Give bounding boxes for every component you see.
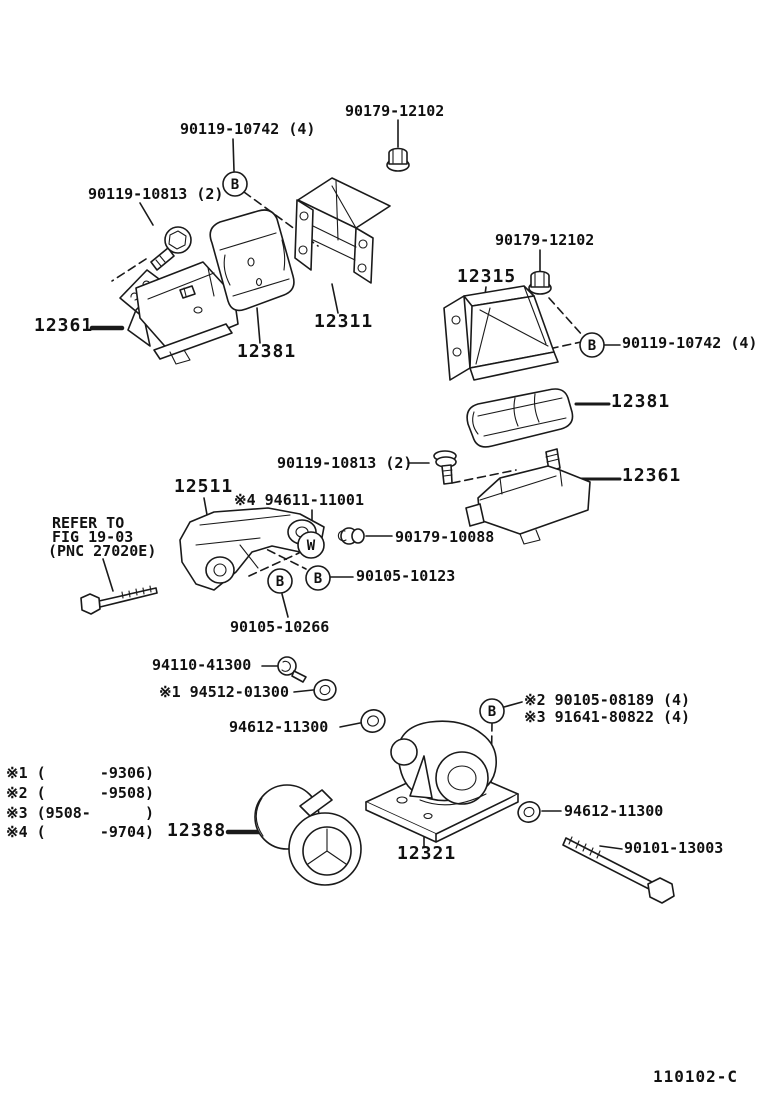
connector-b4-icon — [306, 566, 330, 590]
nut-12102-top-drawing — [387, 149, 409, 172]
nut-10088-drawing — [338, 528, 364, 544]
bolt-10813-top-drawing — [151, 227, 191, 270]
washer-94612-right-drawing — [515, 799, 543, 825]
svg-text:B: B — [230, 177, 240, 193]
figure-code: 110102-C — [653, 1067, 739, 1086]
callout-12511: 12511 — [174, 476, 234, 497]
connector-b3-icon — [268, 569, 292, 593]
callout-12361-left: 12361 — [34, 315, 94, 336]
legend-note-3: ※3 (9508- ) — [6, 804, 155, 822]
callout-90119-10742-right: 90119-10742 (4) — [622, 334, 758, 352]
mount-12361-left-drawing — [120, 262, 238, 364]
washer-94512-drawing — [311, 677, 339, 703]
callout-90101-13003: 90101-13003 — [624, 839, 724, 857]
svg-text:B: B — [313, 571, 323, 587]
refer-note-line2: FIG 19-03 — [52, 528, 134, 546]
legend-note-4: ※4 ( -9704) — [6, 823, 155, 841]
callout-12311: 12311 — [314, 311, 374, 332]
callout-90105-10123: 90105-10123 — [356, 567, 456, 585]
callout-90119-10742-top: 90119-10742 (4) — [180, 120, 316, 138]
callout-90179-10088: 90179-10088 — [395, 528, 495, 546]
callout-12388: 12388 — [167, 820, 227, 841]
callout-12381-right: 12381 — [611, 391, 671, 412]
svg-text:B: B — [587, 338, 597, 354]
svg-text:W: W — [306, 538, 316, 554]
long-bolt-left-drawing — [81, 586, 157, 614]
refer-note-line3: (PNC 27020E) — [48, 542, 157, 560]
callout-94612-11300-right: 94612-11300 — [564, 802, 664, 820]
legend-note-1: ※1 ( -9306) — [6, 764, 155, 782]
mount-12321-drawing — [366, 721, 518, 842]
callout-90119-10813-top: 90119-10813 (2) — [88, 185, 224, 203]
callout-12381-left: 12381 — [237, 341, 297, 362]
insulator-12388-drawing — [255, 785, 361, 885]
bracket-12311-drawing — [295, 178, 390, 283]
refer-note-line1: REFER TO — [52, 514, 125, 532]
callout-90105-10266: 90105-10266 — [230, 618, 330, 636]
callout-90179-12102-top: 90179-12102 — [345, 102, 445, 120]
connector-b5-icon — [480, 699, 504, 723]
nut-12102-right-drawing — [529, 272, 551, 295]
callout-12315: 12315 — [457, 266, 517, 287]
bolt-10813-mid-drawing — [434, 451, 456, 484]
grommet-94110-drawing — [278, 657, 306, 682]
callout-12361-right: 12361 — [622, 465, 682, 486]
callout-94110-41300: 94110-41300 — [152, 656, 252, 674]
callout-90179-12102-right: 90179-12102 — [495, 231, 595, 249]
insulator-12381-right-drawing — [467, 389, 572, 447]
washer-94612-left-drawing — [358, 707, 388, 736]
callout-94611-11001: ※4 94611-11001 — [234, 491, 364, 509]
callout-94612-11300-left: 94612-11300 — [229, 718, 329, 736]
connector-b2-icon — [580, 333, 604, 357]
connector-w1-icon — [298, 532, 324, 558]
callout-91641-80822: ※3 91641-80822 (4) — [524, 708, 691, 726]
connector-b1-icon — [223, 172, 247, 196]
callout-90119-10813-mid: 90119-10813 (2) — [277, 454, 413, 472]
svg-text:B: B — [275, 574, 285, 590]
bracket-12315-drawing — [444, 286, 558, 380]
svg-text:B: B — [487, 704, 497, 720]
callout-94512-01300: ※1 94512-01300 — [159, 683, 289, 701]
callout-12321: 12321 — [397, 843, 457, 864]
callout-90105-08189: ※2 90105-08189 (4) — [524, 691, 691, 709]
legend-note-2: ※2 ( -9508) — [6, 784, 155, 802]
